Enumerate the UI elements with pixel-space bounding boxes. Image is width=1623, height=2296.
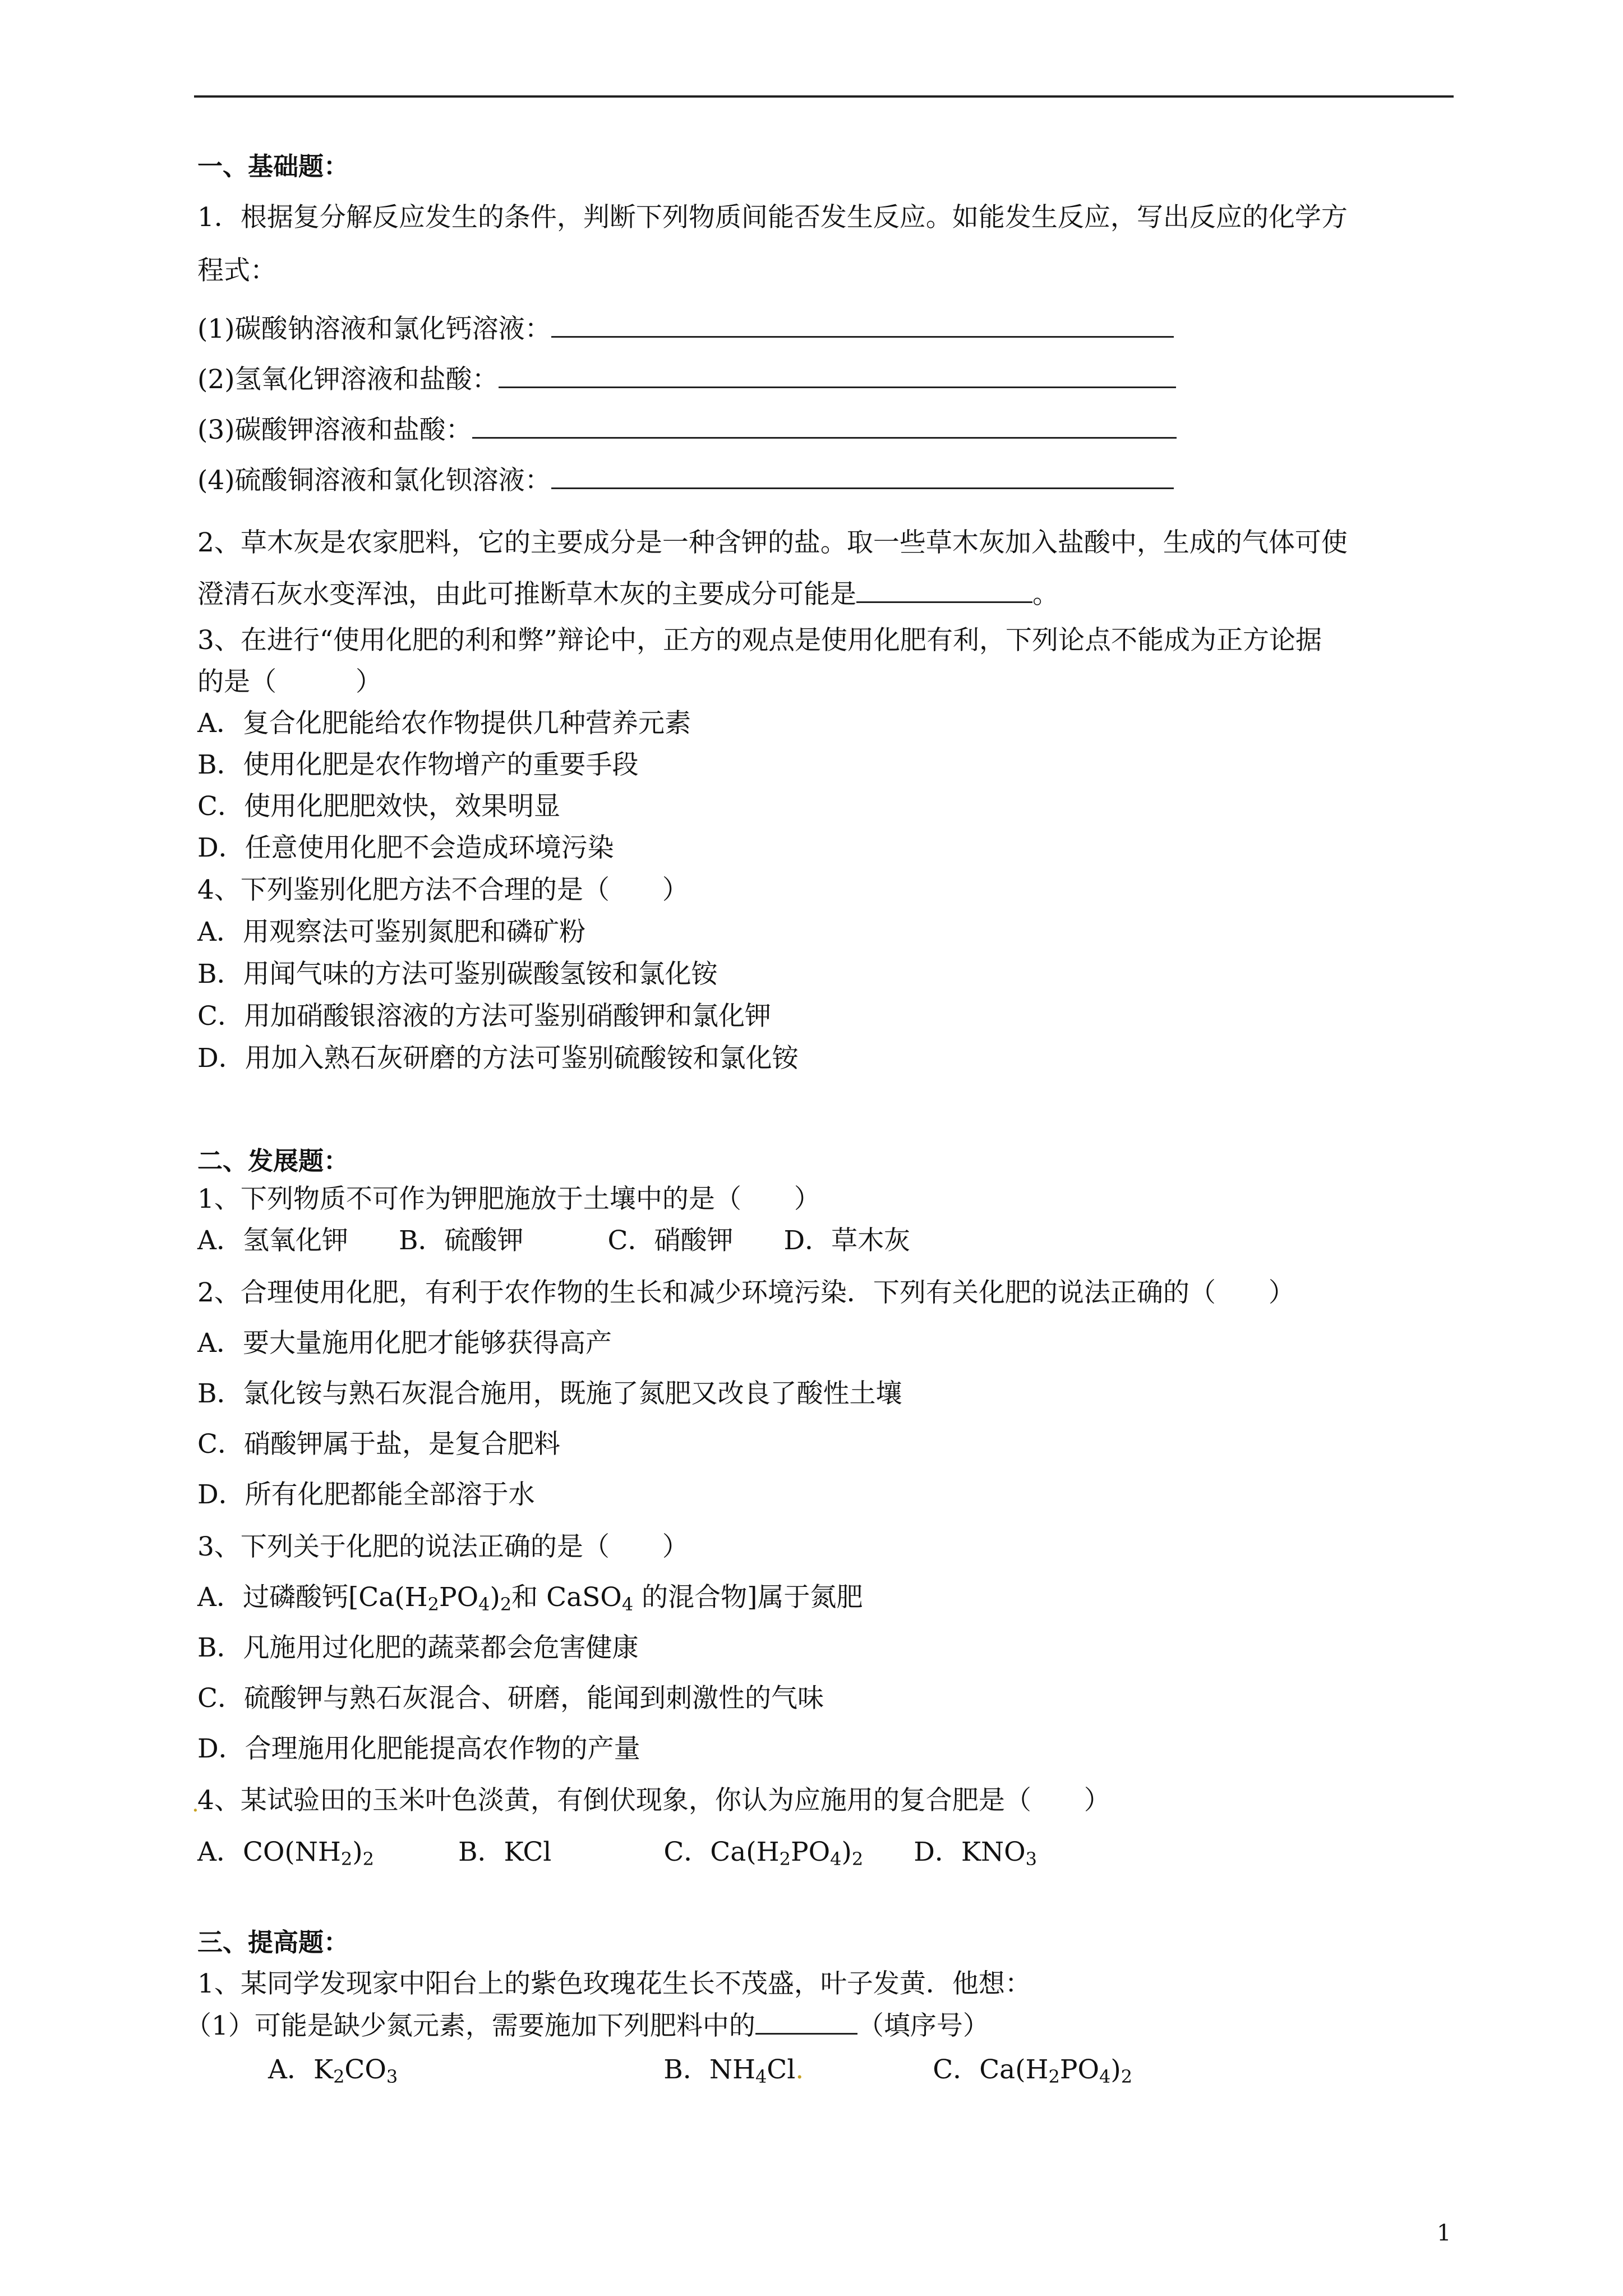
option: D．草木灰 — [783, 1225, 911, 1256]
option: D．合理施用化肥能提高农作物的产量 — [197, 1733, 640, 1764]
option: B．用闻气味的方法可鉴别碳酸氢铵和氯化铵 — [197, 959, 718, 990]
option: A．$K_2CO_3$ — [268, 2054, 398, 2087]
sub-question-label: (3)碳酸钾溶液和盐酸： — [197, 415, 472, 445]
sub-question — [197, 463, 1174, 498]
answer-blank[interactable] — [755, 2008, 857, 2035]
question-text: 程式： — [197, 255, 276, 286]
answer-blank[interactable] — [551, 463, 1174, 489]
option: A．氢氧化钾 — [197, 1225, 348, 1256]
question-text: 1、下列物质不可作为钾肥施放于土壤中的是（ ） — [197, 1184, 820, 1214]
option-row — [197, 1224, 910, 1258]
question-text: 的是（ ） — [197, 666, 382, 697]
sub-question — [197, 412, 1177, 447]
option: B．使用化肥是农作物增产的重要手段 — [197, 749, 639, 780]
option: A．过磷酸钙[$Ca(H_2PO_4)_2$和 CaSO$_4$ 的混合物]属于氮肥 — [197, 1582, 863, 1615]
option: C．硝酸钾 — [607, 1225, 734, 1256]
option: C．硫酸钾与熟石灰混合、研磨，能闻到刺激性的气味 — [197, 1683, 824, 1714]
option: B．硫酸钾 — [398, 1225, 524, 1256]
option: C．硝酸钾属于盐，是复合肥料 — [197, 1429, 560, 1460]
option: B．凡施用过化肥的蔬菜都会危害健康 — [197, 1632, 639, 1663]
question-text: 1．根据复分解反应发生的条件，判断下列物质间能否发生反应。如能发生反应，写出反应的化学方 — [197, 202, 1348, 233]
question-text: 1、某同学发现家中阳台上的紫色玫瑰花生长不茂盛，叶子发黄．他想： — [197, 1968, 1031, 1999]
stray-mark: . — [192, 1791, 199, 1817]
sub-question — [197, 311, 1174, 346]
header-rule — [194, 95, 1454, 98]
question-text: 2、草木灰是农家肥料，它的主要成分是一种含钾的盐。取一些草木灰加入盐酸中，生成的气体可使 — [197, 527, 1348, 558]
sub-question — [197, 362, 1176, 397]
option-row — [268, 2053, 1132, 2093]
option: D．任意使用化肥不会造成环境污染 — [197, 832, 614, 863]
question-text: 澄清石灰水变浑浊，由此可推断草木灰的主要成分可能是 。 — [197, 577, 1059, 611]
answer-blank[interactable] — [856, 577, 1032, 603]
section-heading-improve: 三、提高题： — [197, 1927, 349, 1957]
question-text: 3、下列关于化肥的说法正确的是（ ） — [197, 1531, 689, 1562]
option: A．要大量施用化肥才能够获得高产 — [197, 1328, 612, 1359]
option: B．$NH_4Cl$. — [663, 2054, 804, 2087]
section-heading-develop: 二、发展题： — [197, 1146, 349, 1176]
option: C．用加硝酸银溶液的方法可鉴别硝酸钾和氯化钾 — [197, 1001, 771, 1032]
question-text: 2、合理使用化肥，有利于农作物的生长和减少环境污染．下列有关化肥的说法正确的（ ） — [197, 1277, 1295, 1308]
option: D．$KNO_3$ — [914, 1837, 1038, 1870]
option: C．使用化肥肥效快，效果明显 — [197, 791, 560, 822]
option: D．用加入熟石灰研磨的方法可鉴别硫酸铵和氯化铵 — [197, 1043, 799, 1074]
sub-question-label: (4)硫酸铜溶液和氯化钡溶液： — [197, 465, 551, 496]
option: B．KCl — [458, 1837, 552, 1867]
question-text: 4、下列鉴别化肥方法不合理的是（ ） — [197, 875, 689, 905]
sub-question: （1）可能是缺少氮元素，需要施加下列肥料中的 （填序号） — [185, 2008, 989, 2043]
option: C．$Ca(H_2PO_4)_2$ — [663, 1837, 864, 1870]
sub-question-label: (2)氢氧化钾溶液和盐酸： — [197, 364, 499, 395]
answer-blank[interactable] — [472, 412, 1177, 439]
question-text: . 4、某试验田的玉米叶色淡黄，有倒伏现象，你认为应施用的复合肥是（ ） — [197, 1784, 1110, 1818]
option: C．$Ca(H_2PO_4)_2$ — [933, 2054, 1133, 2087]
option: B．氯化铵与熟石灰混合施用，既施了氮肥又改良了酸性土壤 — [197, 1378, 902, 1409]
option: D．所有化肥都能全部溶于水 — [197, 1479, 535, 1510]
option: A．复合化肥能给农作物提供几种营养元素 — [197, 708, 691, 739]
option-row — [197, 1835, 1037, 1876]
question-text: 3、在进行“使用化肥的利和弊”辩论中，正方的观点是使用化肥有利，下列论点不能成为正方论据 — [197, 625, 1322, 656]
option: A．$CO(NH_2)_2$ — [197, 1837, 374, 1870]
answer-blank[interactable] — [499, 362, 1176, 388]
page-number: 1 — [1437, 2220, 1451, 2246]
option: A．用观察法可鉴别氮肥和磷矿粉 — [197, 917, 585, 947]
answer-blank[interactable] — [551, 311, 1174, 338]
sub-question-label: (1)碳酸钠溶液和氯化钙溶液： — [197, 314, 551, 344]
section-heading-basic: 一、基础题： — [197, 151, 349, 181]
